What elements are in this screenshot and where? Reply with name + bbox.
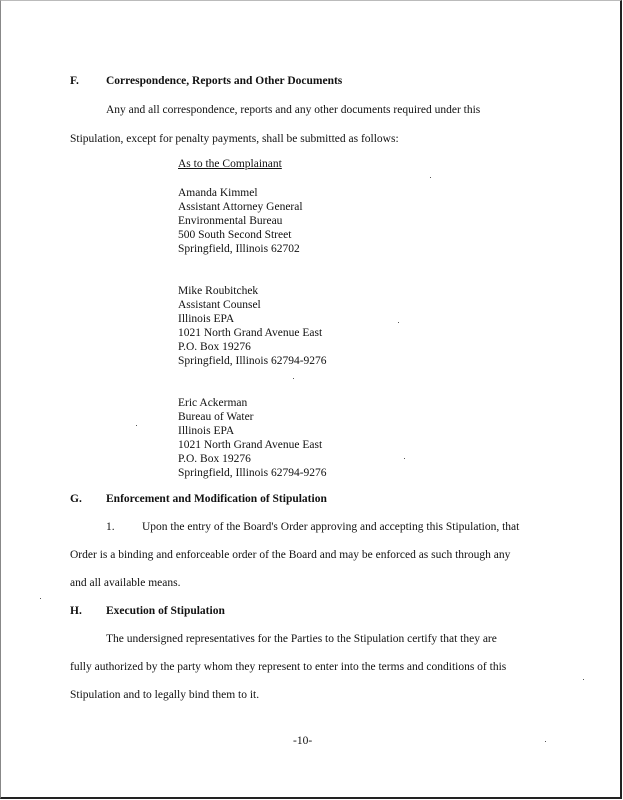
contact-city: Springfield, Illinois 62794-9276	[178, 467, 327, 479]
scan-speck	[40, 598, 41, 599]
address-block-kimmel	[178, 186, 303, 256]
address-block-ackerman	[178, 396, 327, 480]
address-block-roubitchek	[178, 284, 327, 368]
section-h-title: Execution of Stipulation	[106, 605, 225, 617]
section-h-line3: Stipulation and to legally bind them to it.	[70, 689, 260, 701]
contact-dept: Bureau of Water	[178, 411, 254, 423]
contact-box: P.O. Box 19276	[178, 341, 251, 353]
contact-name: Eric Ackerman	[178, 397, 248, 409]
contact-title: Assistant Attorney General	[178, 201, 303, 213]
section-h-letter: H.	[70, 605, 82, 617]
section-g-line2: Order is a binding and enforceable order of the Board and may be enforced as such through any	[70, 549, 511, 561]
contact-city: Springfield, Illinois 62794-9276	[178, 355, 327, 367]
contact-org: Illinois EPA	[178, 313, 235, 325]
complainant-heading: As to the Complainant	[178, 158, 282, 170]
scan-speck	[430, 177, 431, 178]
contact-street: 1021 North Grand Avenue East	[178, 327, 323, 339]
section-f-letter: F.	[70, 75, 79, 87]
section-g-line3: and all available means.	[70, 577, 181, 589]
page-number: -10-	[293, 735, 313, 747]
section-g-title: Enforcement and Modification of Stipulation	[106, 493, 327, 505]
section-g-line1: Upon the entry of the Board's Order approving and accepting this Stipulation, that	[142, 521, 520, 533]
section-h-line1: The undersigned representatives for the Parties to the Stipulation certify that they are	[106, 633, 497, 645]
section-g-letter: G.	[70, 493, 82, 505]
scan-speck	[545, 741, 546, 742]
scan-speck	[136, 425, 137, 426]
contact-box: P.O. Box 19276	[178, 453, 251, 465]
contact-city: Springfield, Illinois 62702	[178, 243, 300, 255]
contact-name: Amanda Kimmel	[178, 187, 258, 199]
section-g-item-number: 1.	[106, 521, 115, 533]
scan-speck	[404, 458, 405, 459]
section-f-para-line1: Any and all correspondence, reports and any other documents required under this	[106, 104, 481, 116]
contact-name: Mike Roubitchek	[178, 285, 259, 297]
section-f-heading	[70, 75, 79, 87]
contact-street: 500 South Second Street	[178, 229, 292, 241]
contact-title: Assistant Counsel	[178, 299, 261, 311]
contact-street: 1021 North Grand Avenue East	[178, 439, 323, 451]
scan-speck	[583, 679, 584, 680]
scan-speck	[293, 378, 294, 379]
section-f-title: Correspondence, Reports and Other Documents	[106, 75, 343, 87]
section-f-para-line2: Stipulation, except for penalty payments, shall be submitted as follows:	[70, 133, 399, 145]
contact-org: Illinois EPA	[178, 425, 235, 437]
scan-speck	[398, 322, 399, 323]
section-h-line2: fully authorized by the party whom they represent to enter into the terms and conditions of this	[70, 661, 507, 673]
contact-dept: Environmental Bureau	[178, 215, 283, 227]
